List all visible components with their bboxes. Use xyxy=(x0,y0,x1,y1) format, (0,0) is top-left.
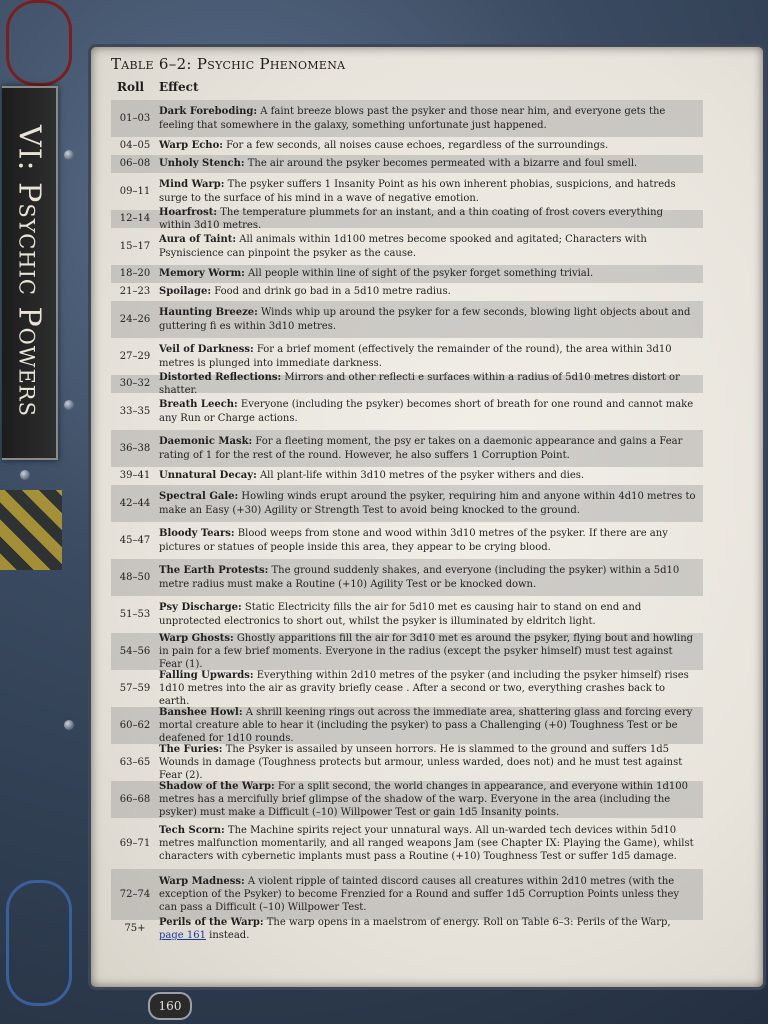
effect-description: Ghostly apparitions fill the air for 3d10 met es around the psyker, flying bout and howling in pain for a few brief moments. Everyone in the radius (except the psyker himself) must test against Fear (1). xyxy=(159,632,694,671)
effect-description-tail: instead. xyxy=(205,930,250,941)
effect-description: Howling winds erupt around the psyker, requiring him and anyone within 4d10 metres to make an Easy (+30) Agility or Strength Test to avoid being knocked to the ground. xyxy=(159,491,696,516)
roll-range: 63–65 xyxy=(119,756,151,768)
chapter-title: VI: Psychic Powers xyxy=(11,124,47,418)
effect-description: The ground suddenly shakes, and everyone (including the psyker) within a 5d10 metre radius must make a Routine (+10) Agility Test or be knocked down. xyxy=(159,565,680,590)
roll-range: 33–35 xyxy=(119,405,151,417)
effect-text xyxy=(159,873,703,917)
effect-name: Distorted Reflections: xyxy=(159,371,282,383)
effect-name: The Furies: xyxy=(159,743,223,755)
effect-description: Winds whip up around the psyker for a few seconds, blowing light objects about and guttering fi es within 3d10 metres. xyxy=(159,307,691,332)
effect-description: Food and drink go bad in a 5d10 metre radius. xyxy=(211,286,451,298)
table-row xyxy=(111,371,703,396)
effect-name: Spoilage: xyxy=(159,286,212,298)
table-row xyxy=(111,393,703,430)
effect-description: The warp opens in a maelstrom of energy. Roll on Table 6–3: Perils of the Warp, xyxy=(263,916,671,928)
effect-text xyxy=(159,488,703,519)
table-row xyxy=(111,522,703,559)
effect-text xyxy=(159,103,703,134)
table-row xyxy=(111,744,703,781)
table-row xyxy=(111,155,703,173)
table-row xyxy=(111,596,703,633)
table-row xyxy=(111,707,703,744)
effect-description: A shrill keening rings out across the immediate area, shattering glass and forcing every mortal creature able to hear it (including the psyker) to pass a Challenging (+0) Toughness Test or be deafened for 1d10 rounds. xyxy=(159,706,693,745)
effect-name: Warp Ghosts: xyxy=(159,632,234,644)
table-row xyxy=(111,206,703,231)
effect-name: Dark Foreboding: xyxy=(159,106,258,118)
rivet xyxy=(64,720,74,730)
effect-description: A violent ripple of tainted discord causes all creatures within 2d10 metres (with the exception of the Psyker) to become Frenzied for a Round and suffer 1d5 Corruption Points unless they can pass a Difficult (–10) Willpower Test. xyxy=(159,875,680,914)
effect-description: Mirrors and other reflecti e surfaces within a radius of 5d10 metres distort or shatter. xyxy=(159,371,680,396)
effect-description: Everyone (including the psyker) becomes short of breath for one round and cannot make any Run or Charge actions. xyxy=(159,399,694,424)
effect-name: Falling Upwards: xyxy=(159,669,254,681)
table-row xyxy=(111,818,703,869)
effect-text xyxy=(159,265,703,282)
table-title: Table 6–2: Psychic Phenomena xyxy=(111,55,346,73)
effect-text xyxy=(159,822,703,866)
roll-range: 18–20 xyxy=(119,268,151,280)
effect-name: Bloody Tears: xyxy=(159,528,235,540)
effect-name: Hoarfrost: xyxy=(159,206,218,218)
effect-name: Shadow of the Warp: xyxy=(159,780,275,792)
table-row xyxy=(111,301,703,338)
effect-name: Mind Warp: xyxy=(159,179,225,191)
effect-text xyxy=(159,231,703,262)
effect-text xyxy=(159,341,703,372)
table-row xyxy=(111,100,703,137)
table-row xyxy=(111,283,703,301)
roll-range: 54–56 xyxy=(119,645,151,657)
effect-description: Blood weeps from stone and wood within 3d10 metres of the psyker. If there are any pictures or statues of people inside this area, they appear to be crying blood. xyxy=(159,528,668,553)
effect-description: For a split second, the world changes in appearance, and everyone within 1d100 metres has a mercifully brief glimpse of the shadow of the warp. Everyone in the area (including the psyker) must make a Difficult (–10) Willpower Test or gain 1d5 Insanity points. xyxy=(159,780,689,819)
page-number: 160 xyxy=(148,992,192,1020)
effect-text xyxy=(159,155,703,172)
effect-description: A faint breeze blows past the psyker and those near him, and everyone gets the feeling that somewhere in the galaxy, something unfortunate just happened. xyxy=(159,106,666,131)
rivet xyxy=(64,400,74,410)
page-link[interactable]: page 161 xyxy=(159,930,206,941)
cable-bottom xyxy=(6,880,72,1006)
effect-name: The Earth Protests: xyxy=(159,565,269,577)
roll-range: 48–50 xyxy=(119,571,151,583)
effect-name: Spectral Gale: xyxy=(159,491,239,503)
effect-text xyxy=(159,304,703,335)
effect-description: For a brief moment (effectively the remainder of the round), the area within 3d10 metres is plunged into immediate darkness. xyxy=(159,344,672,369)
roll-range: 45–47 xyxy=(119,534,151,546)
roll-range: 09–11 xyxy=(119,185,151,197)
table-row xyxy=(111,916,703,941)
effect-text xyxy=(159,562,703,593)
roll-range: 72–74 xyxy=(119,888,151,900)
effect-description: For a fleeting moment, the psy er takes on a daemonic appearance and gains a Fear rating of 1 for the rest of the round. However, he also suffers 1 Corruption Point. xyxy=(159,436,683,461)
effect-description: The temperature plummets for an instant, and a thin coating of frost covers everything within 3d10 metres. xyxy=(159,206,663,231)
effect-name: Tech Scorn: xyxy=(159,824,225,836)
roll-range: 24–26 xyxy=(119,313,151,325)
table-row xyxy=(111,228,703,265)
roll-range: 57–59 xyxy=(119,682,151,694)
table-header xyxy=(111,80,701,98)
roll-range: 30–32 xyxy=(119,378,151,390)
effect-name: Psy Discharge: xyxy=(159,602,242,614)
effect-text xyxy=(159,778,703,822)
table-row xyxy=(111,485,703,522)
effect-name: Unnatural Decay: xyxy=(159,470,257,482)
effect-description: The Psyker is assailed by unseen horrors. He is slammed to the ground and suffers 1d5 Wounds in damage (Toughness protects but armour, unless warded, does not) and he must test against Fear (2). xyxy=(159,743,683,782)
roll-range: 27–29 xyxy=(119,350,151,362)
hazard-stripes xyxy=(0,490,62,570)
effect-name: Haunting Breeze: xyxy=(159,307,258,319)
effect-text xyxy=(159,137,703,154)
effect-description: Static Electricity fills the air for 5d10 met es causing hair to stand on end and unprotected electronics to short out, whilst the psyker is illuminated by eldritch light. xyxy=(159,602,642,627)
table-row xyxy=(111,137,703,155)
effect-name: Unholy Stench: xyxy=(159,158,245,170)
rivet xyxy=(64,150,74,160)
effect-text xyxy=(159,433,703,464)
roll-range: 15–17 xyxy=(119,240,151,252)
effect-name: Memory Worm: xyxy=(159,268,245,280)
roll-range: 04–05 xyxy=(119,140,151,152)
roll-range: 60–62 xyxy=(119,719,151,731)
effect-name: Warp Madness: xyxy=(159,875,245,887)
roll-range: 75+ xyxy=(124,923,146,935)
roll-range: 39–41 xyxy=(119,470,151,482)
effect-description: All plant-life within 3d10 metres of the psyker withers and dies. xyxy=(256,470,585,482)
effect-description: The air around the psyker becomes permeated with a bizarre and foul smell. xyxy=(244,158,638,170)
column-header-effect: Effect xyxy=(159,80,199,94)
effect-name: Banshee Howl: xyxy=(159,706,243,718)
effect-description: Everything within 2d10 metres of the psyker (and including the psyker himself) rises 1d10 metres into the air as gravity briefly cease . After a second or two, everything crashes back to earth. xyxy=(159,669,689,708)
table-row xyxy=(111,633,703,670)
rivet xyxy=(20,470,30,480)
effect-text xyxy=(159,525,703,556)
column-header-roll: Roll xyxy=(117,80,145,94)
table-row xyxy=(111,781,703,818)
table-row xyxy=(111,265,703,283)
table-row xyxy=(111,467,703,485)
effect-text xyxy=(159,467,703,484)
phenomena-table xyxy=(111,100,703,941)
roll-range: 42–44 xyxy=(119,497,151,509)
roll-range: 12–14 xyxy=(119,213,151,225)
effect-text xyxy=(159,283,703,300)
effect-text xyxy=(159,396,703,427)
effect-name: Breath Leech: xyxy=(159,399,238,411)
effect-description: All animals within 1d100 metres become spooked and agitated; Characters with Psyniscience can pinpoint the psyker as the cause. xyxy=(159,234,647,259)
table-row xyxy=(111,670,703,707)
effect-text xyxy=(159,176,703,207)
effect-description: All people within line of sight of the psyker forget something trivial. xyxy=(244,268,594,280)
roll-range: 51–53 xyxy=(119,608,151,620)
table-row xyxy=(111,430,703,467)
roll-range: 69–71 xyxy=(119,837,151,849)
roll-range: 21–23 xyxy=(119,286,151,298)
effect-name: Aura of Taint: xyxy=(159,234,237,246)
effect-text xyxy=(159,599,703,630)
effect-description: The Machine spirits reject your unnatural ways. All un-warded tech devices within 5d10 metres malfunction momentarily, and all ranged weapons Jam (see Chapter IX: Playing the Game), whilst characters with cybernetic implants must pass a Routine (+10) Toughness Test or suffer 1d5 damage. xyxy=(159,824,694,863)
table-row xyxy=(111,869,703,920)
roll-range: 01–03 xyxy=(119,112,151,124)
effect-text xyxy=(159,914,703,945)
roll-range: 36–38 xyxy=(119,442,151,454)
effect-name: Daemonic Mask: xyxy=(159,436,253,448)
effect-name: Warp Echo: xyxy=(159,140,223,152)
effect-description: For a few seconds, all noises cause echoes, regardless of the surroundings. xyxy=(222,140,609,152)
effect-description: The psyker suffers 1 Insanity Point as his own inherent phobias, suspicions, and hatreds surge to the surface of his mind in a wave of negative emotion. xyxy=(159,179,676,204)
roll-range: 06–08 xyxy=(119,158,151,170)
effect-name: Perils of the Warp: xyxy=(159,916,264,928)
roll-range: 66–68 xyxy=(119,793,151,805)
table-row xyxy=(111,559,703,596)
effect-name: Veil of Darkness: xyxy=(159,344,254,356)
cable-top xyxy=(6,0,72,86)
